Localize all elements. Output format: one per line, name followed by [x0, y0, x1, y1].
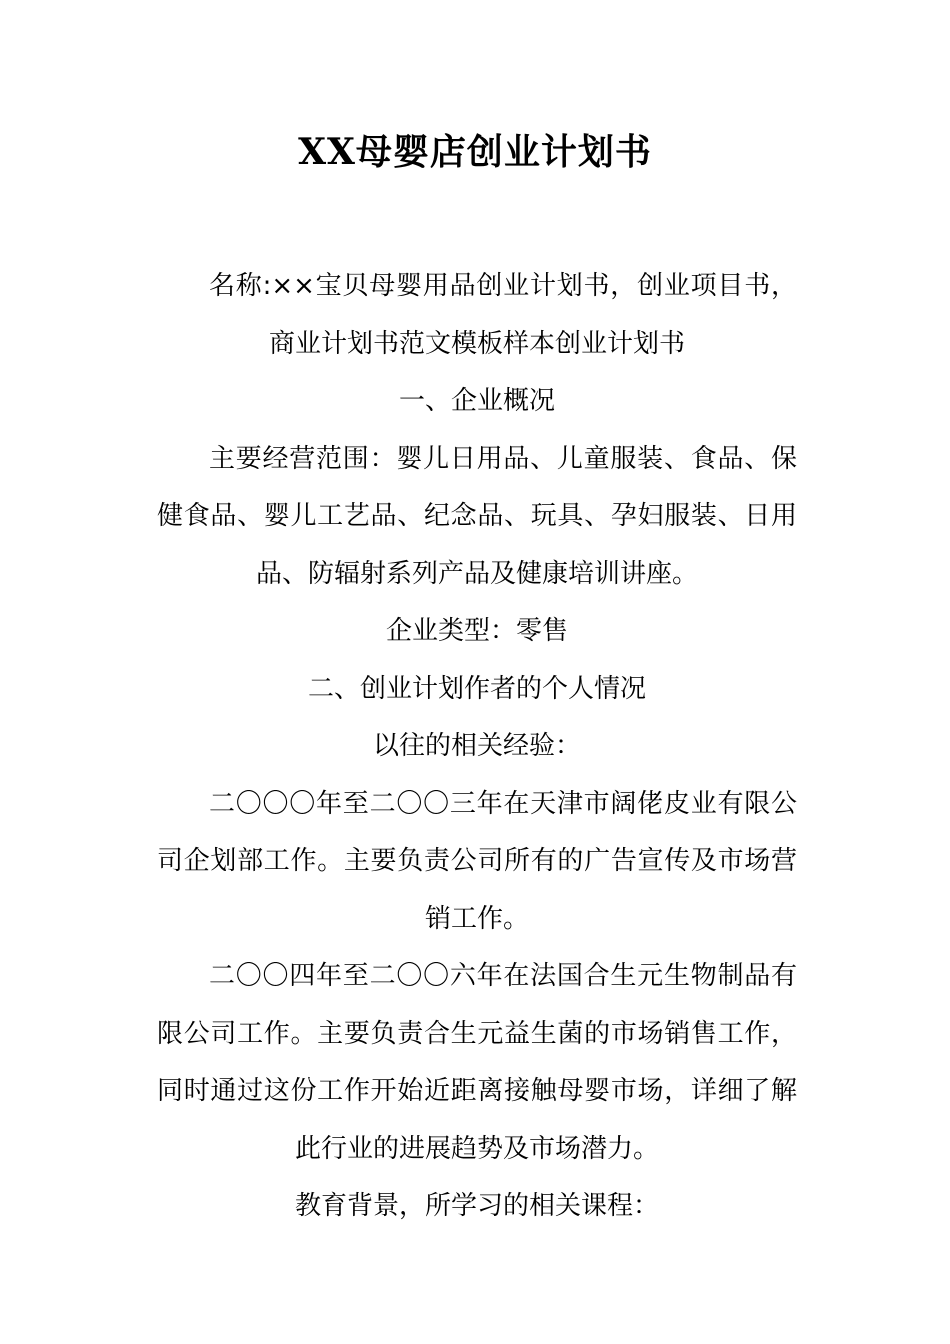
section-heading-company-overview: 一、企业概况: [398, 386, 555, 416]
paragraph-project-name: 名称:××宝贝母婴用品创业计划书，创业项目书，商业计划书范文模板样本创业计划书: [209, 271, 797, 359]
subheading-past-experience: 以往的相关经验：: [372, 731, 581, 761]
paragraph-company-type: 企业类型：零售: [385, 616, 568, 646]
document-title: XX母婴店创业计划书: [298, 131, 652, 173]
section-heading-author-info: 二、创业计划作者的个人情况: [307, 673, 646, 704]
paragraph-business-scope: 主要经营范围：婴儿日用品、儿童服装、食品、保健食品、婴儿工艺品、纪念品、玩具、孕妇服装、日用品、防辐射系列产品及健康培训讲座。: [157, 443, 797, 589]
document-body: [157, 258, 797, 1236]
subheading-education: 教育背景，所学习的相关课程：: [294, 1191, 659, 1221]
paragraph-experience-2004-2006: 二〇〇四年至二〇〇六年在法国合生元生物制品有限公司工作。主要负责合生元益生菌的市场销售工作，同时通过这份工作开始近距离接触母婴市场，详细了解此行业的进展趋势及市场潜力。: [157, 961, 797, 1164]
paragraph-experience-2000-2003: 二〇〇〇年至二〇〇三年在天津市阔佬皮业有限公司企划部工作。主要负责公司所有的广告宣传及市场营销工作。: [157, 788, 797, 934]
